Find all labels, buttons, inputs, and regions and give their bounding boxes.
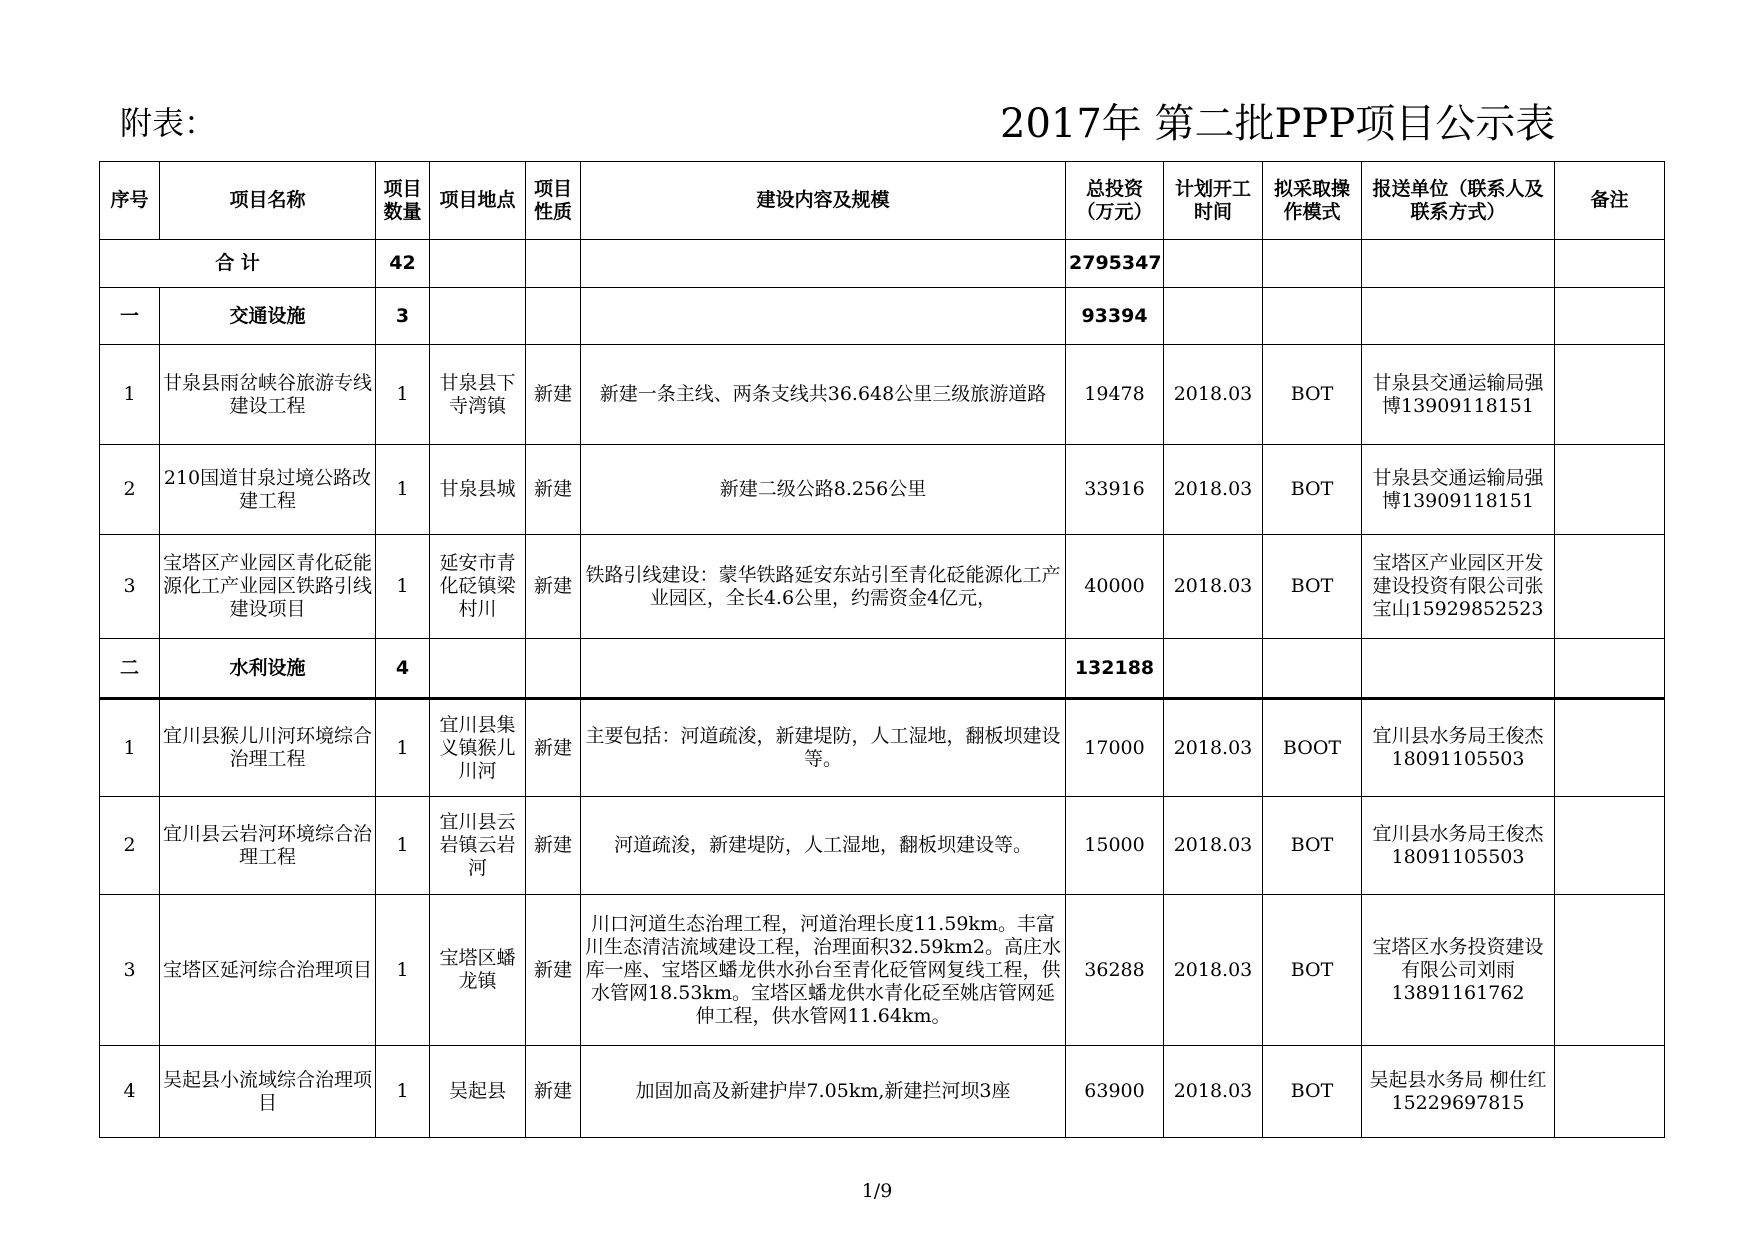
cell-start: 2018.03 <box>1164 535 1263 639</box>
cell-location: 延安市青化砭镇梁村川 <box>430 535 526 639</box>
cell-seq: 1 <box>100 699 160 797</box>
cell-content: 主要包括：河道疏浚，新建堤防，人工湿地，翻板坝建设等。 <box>581 699 1066 797</box>
cell-unit: 甘泉县交通运输局强博13909118151 <box>1362 445 1555 535</box>
col-header-seq: 序号 <box>100 162 160 240</box>
cell-content: 新建一条主线、两条支线共36.648公里三级旅游道路 <box>581 345 1066 445</box>
cell-mode: BOT <box>1263 535 1362 639</box>
col-header-mode: 拟采取操作模式 <box>1263 162 1362 240</box>
cell-location: 宜川县云岩镇云岩河 <box>430 797 526 895</box>
cell-count: 1 <box>376 797 430 895</box>
cell-count: 1 <box>376 895 430 1046</box>
cell-nature: 新建 <box>526 797 581 895</box>
cell-note <box>1555 797 1665 895</box>
table-row <box>100 535 1665 639</box>
cell-seq: 1 <box>100 345 160 445</box>
cell-name: 甘泉县雨岔峡谷旅游专线建设工程 <box>160 345 376 445</box>
cell-seq: 2 <box>100 797 160 895</box>
cell-name: 宝塔区延河综合治理项目 <box>160 895 376 1046</box>
col-header-count: 项目数量 <box>376 162 430 240</box>
cell-note <box>1555 535 1665 639</box>
cell-seq: 4 <box>100 1046 160 1138</box>
cell-note <box>1555 345 1665 445</box>
cell-nature: 新建 <box>526 445 581 535</box>
cell-name: 210国道甘泉过境公路改建工程 <box>160 445 376 535</box>
cell-name: 宜川县云岩河环境综合治理工程 <box>160 797 376 895</box>
cell-nature: 新建 <box>526 895 581 1046</box>
col-header-nature: 项目性质 <box>526 162 581 240</box>
cell-start: 2018.03 <box>1164 699 1263 797</box>
cell-name: 吴起县小流域综合治理项目 <box>160 1046 376 1138</box>
cell-nature: 新建 <box>526 345 581 445</box>
table-row <box>100 797 1665 895</box>
attachment-label: 附表： <box>120 104 217 142</box>
section-row <box>100 639 1665 699</box>
cell-note <box>1555 1046 1665 1138</box>
cell-unit: 吴起县水务局 柳仕红15229697815 <box>1362 1046 1555 1138</box>
cell-note <box>1555 445 1665 535</box>
cell-note <box>1555 699 1665 797</box>
total-investment: 2795347 <box>1066 240 1164 288</box>
cell-count: 1 <box>376 1046 430 1138</box>
cell-unit: 宜川县水务局王俊杰18091105503 <box>1362 797 1555 895</box>
section-count: 4 <box>376 639 430 699</box>
total-label: 合 计 <box>100 240 376 288</box>
page-number: 1/9 <box>861 1180 893 1202</box>
section-name: 交通设施 <box>160 288 376 345</box>
cell-start: 2018.03 <box>1164 345 1263 445</box>
cell-mode: BOT <box>1263 1046 1362 1138</box>
col-header-location: 项目地点 <box>430 162 526 240</box>
cell-count: 1 <box>376 345 430 445</box>
section-seq: 一 <box>100 288 160 345</box>
cell-location: 宜川县集义镇猴儿川河 <box>430 699 526 797</box>
cell-mode: BOT <box>1263 797 1362 895</box>
section-investment: 132188 <box>1066 639 1164 699</box>
cell-mode: BOT <box>1263 895 1362 1046</box>
section-row <box>100 288 1665 345</box>
cell-content: 河道疏浚，新建堤防，人工湿地，翻板坝建设等。 <box>581 797 1066 895</box>
cell-location: 吴起县 <box>430 1046 526 1138</box>
cell-seq: 3 <box>100 895 160 1046</box>
cell-content: 铁路引线建设：蒙华铁路延安东站引至青化砭能源化工产业园区，全长4.6公里，约需资金4亿元， <box>581 535 1066 639</box>
cell-location: 甘泉县下寺湾镇 <box>430 345 526 445</box>
cell-seq: 3 <box>100 535 160 639</box>
cell-count: 1 <box>376 535 430 639</box>
cell-investment: 63900 <box>1066 1046 1164 1138</box>
cell-investment: 15000 <box>1066 797 1164 895</box>
cell-name: 宝塔区产业园区青化砭能源化工产业园区铁路引线建设项目 <box>160 535 376 639</box>
cell-mode: BOT <box>1263 345 1362 445</box>
page-title: 2017年 第二批PPP项目公示表 <box>1000 101 1556 147</box>
total-row <box>100 240 1665 288</box>
cell-location: 宝塔区蟠龙镇 <box>430 895 526 1046</box>
cell-nature: 新建 <box>526 1046 581 1138</box>
cell-unit: 甘泉县交通运输局强博13909118151 <box>1362 345 1555 445</box>
col-header-name: 项目名称 <box>160 162 376 240</box>
cell-unit: 宜川县水务局王俊杰18091105503 <box>1362 699 1555 797</box>
ppp-project-table <box>99 161 1665 1138</box>
table-row <box>100 445 1665 535</box>
cell-unit: 宝塔区产业园区开发建设投资有限公司张宝山15929852523 <box>1362 535 1555 639</box>
cell-investment: 17000 <box>1066 699 1164 797</box>
cell-start: 2018.03 <box>1164 797 1263 895</box>
table-row <box>100 1046 1665 1138</box>
cell-note <box>1555 895 1665 1046</box>
cell-nature: 新建 <box>526 535 581 639</box>
section-name: 水利设施 <box>160 639 376 699</box>
cell-content: 新建二级公路8.256公里 <box>581 445 1066 535</box>
cell-nature: 新建 <box>526 699 581 797</box>
col-header-unit: 报送单位（联系人及联系方式） <box>1362 162 1555 240</box>
col-header-start: 计划开工时间 <box>1164 162 1263 240</box>
col-header-note: 备注 <box>1555 162 1665 240</box>
cell-investment: 40000 <box>1066 535 1164 639</box>
section-investment: 93394 <box>1066 288 1164 345</box>
cell-content: 加固加高及新建护岸7.05km,新建拦河坝3座 <box>581 1046 1066 1138</box>
cell-location: 甘泉县城 <box>430 445 526 535</box>
cell-mode: BOT <box>1263 445 1362 535</box>
col-header-investment: 总投资（万元） <box>1066 162 1164 240</box>
cell-start: 2018.03 <box>1164 895 1263 1046</box>
col-header-content: 建设内容及规模 <box>581 162 1066 240</box>
cell-mode: BOOT <box>1263 699 1362 797</box>
total-count: 42 <box>376 240 430 288</box>
table-header-row <box>100 162 1665 240</box>
table-row <box>100 345 1665 445</box>
cell-investment: 19478 <box>1066 345 1164 445</box>
cell-seq: 2 <box>100 445 160 535</box>
cell-unit: 宝塔区水务投资建设有限公司刘雨13891161762 <box>1362 895 1555 1046</box>
cell-count: 1 <box>376 699 430 797</box>
cell-start: 2018.03 <box>1164 1046 1263 1138</box>
cell-investment: 36288 <box>1066 895 1164 1046</box>
cell-count: 1 <box>376 445 430 535</box>
section-count: 3 <box>376 288 430 345</box>
cell-name: 宜川县猴儿川河环境综合治理工程 <box>160 699 376 797</box>
cell-content: 川口河道生态治理工程，河道治理长度11.59km。丰富川生态清洁流域建设工程，治理面积32.59km2。高庄水库一座、宝塔区蟠龙供水孙台至青化砭管网复线工程，供水管网18.53km。宝塔区蟠龙供水青化砭至姚店管网延伸工程，供水管网11.64km。 <box>581 895 1066 1046</box>
cell-investment: 33916 <box>1066 445 1164 535</box>
table-row <box>100 699 1665 797</box>
table-row <box>100 895 1665 1046</box>
cell-start: 2018.03 <box>1164 445 1263 535</box>
section-seq: 二 <box>100 639 160 699</box>
